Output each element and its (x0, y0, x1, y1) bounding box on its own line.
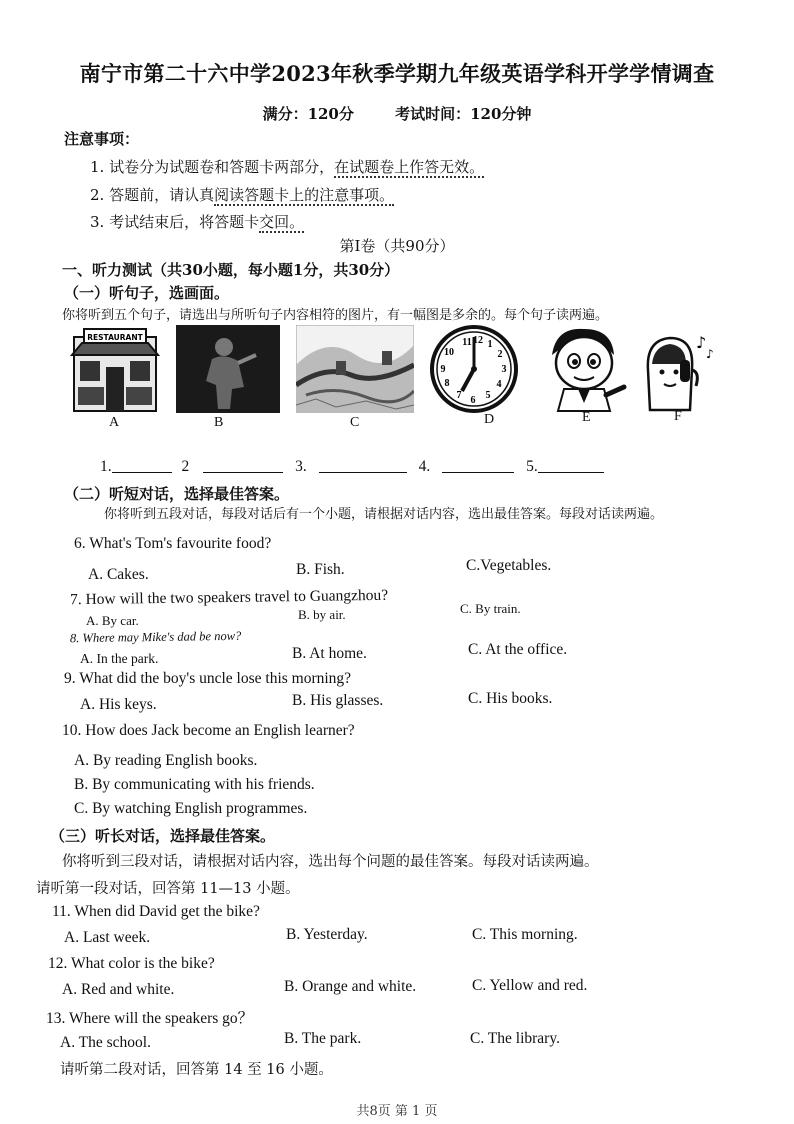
option-11c: C. This morning. (472, 926, 578, 943)
pic-label-a: A (109, 415, 120, 430)
option-6a: A. Cakes. (88, 566, 149, 583)
svg-text:1: 1 (487, 339, 493, 350)
restaurant-sign: RESTAURANT (87, 333, 143, 342)
sec3-instruction: 你将听到三段对话，请根据对话内容，选出每个问题的最佳答案。每段对话读两遍。 (62, 854, 599, 870)
pic-label-c: C (350, 415, 360, 430)
option-7b: B. by air. (298, 607, 346, 622)
svg-text:8: 8 (444, 378, 450, 389)
answer-blank-3[interactable] (319, 458, 407, 473)
option-7a: A. By car. (86, 613, 139, 628)
dialogue1-prompt: 请听第一段对话，回答第 11—13 小题。 (36, 881, 300, 897)
option-10c: C. By watching English programmes. (74, 800, 308, 817)
answer-blank-1[interactable] (112, 458, 172, 473)
option-9a: A. His keys. (80, 696, 157, 713)
pic-label-d: D (484, 412, 495, 427)
answer-blank-2[interactable] (203, 458, 283, 473)
svg-text:3: 3 (501, 364, 507, 375)
page-footer: 共8页 第 1 页 (356, 1104, 438, 1119)
svg-text:2: 2 (497, 349, 503, 360)
svg-text:7: 7 (456, 390, 462, 401)
music-note-icon: ♪ (696, 333, 707, 352)
option-10a: A. By reading English books. (74, 752, 258, 769)
option-12b: B. Orange and white. (284, 978, 417, 995)
sec1-instruction: 你将听到五个句子，请选出与所听句子内容相符的图片，有一幅图是多余的。每个句子读两遍。 (62, 308, 609, 323)
clock-icon (426, 325, 522, 413)
svg-text:12: 12 (473, 335, 483, 346)
pic-label-e: E (582, 410, 591, 425)
option-7c: C. By train. (460, 601, 521, 616)
option-11a: A. Last week. (64, 929, 151, 946)
question-10: 10. How does Jack become an English learner? (62, 722, 355, 739)
exam-meta (0, 103, 794, 124)
option-9c: C. His books. (468, 690, 553, 707)
exam-time: 考试时间：120分钟 (395, 105, 532, 123)
option-8c: C. At the office. (468, 641, 568, 658)
option-13c: C. The library. (470, 1030, 560, 1047)
option-12a: A. Red and white. (62, 981, 175, 998)
boy-icon (538, 325, 630, 413)
restaurant-icon (70, 325, 160, 413)
notes-heading: 注意事项： (64, 130, 140, 148)
option-6b: B. Fish. (296, 561, 345, 578)
question-7: 7. How will the two speakers travel to Guangzhou? (69, 586, 389, 609)
option-6c: C.Vegetables. (466, 557, 552, 574)
great-wall-icon (296, 325, 414, 413)
sec3-heading: （三）听长对话，选择最佳答案。 (50, 827, 276, 845)
question-9: 9. What did the boy's uncle lose this morning? (64, 670, 352, 687)
sec2-instruction: 你将听到五段对话，每段对话后有一个小题，请根据对话内容，选出最佳答案。每段对话读两遍。 (104, 507, 664, 522)
sec1-heading: （一）听句子，选画面。 (64, 284, 230, 302)
option-9b: B. His glasses. (292, 692, 384, 709)
pic-label-b: B (214, 415, 224, 430)
part1-heading: 一、听力测试（共30小题，每小题1分，共30分） (62, 261, 400, 279)
question-12: 12. What color is the bike? (48, 955, 215, 972)
question-6: 6. What's Tom's favourite food? (74, 535, 272, 552)
option-12c: C. Yellow and red. (472, 977, 588, 994)
note-item-2: 2. 答题前，请认真阅读答题卡上的注意事项。 (90, 186, 395, 204)
volume-title: 第Ⅰ卷（共90分） (339, 237, 455, 255)
option-11b: B. Yesterday. (286, 926, 368, 943)
music-girl-icon (640, 330, 720, 414)
svg-text:9: 9 (440, 364, 446, 375)
svg-text:4: 4 (496, 379, 502, 390)
question-11: 11. When did David get the bike? (52, 903, 260, 920)
full-score: 满分：120分 (262, 105, 354, 123)
sec2-heading: （二）听短对话，选择最佳答案。 (64, 485, 290, 503)
svg-text:11: 11 (462, 337, 472, 348)
person-dark-icon (176, 325, 280, 413)
option-13a: A. The school. (60, 1034, 151, 1051)
dialogue2-prompt: 请听第二段对话，回答第 14 至 16 小题。 (60, 1062, 333, 1078)
svg-text:10: 10 (444, 347, 454, 358)
answer-blank-4[interactable] (442, 458, 514, 473)
svg-text:5: 5 (485, 390, 491, 401)
option-10b: B. By communicating with his friends. (74, 776, 315, 793)
svg-text:6: 6 (470, 395, 476, 406)
note-item-1: 1. 试卷分为试题卷和答题卡两部分，在试题卷上作答无效。 (90, 158, 485, 176)
answer-blank-5[interactable] (538, 458, 604, 473)
question-8: 8. Where may Mike's dad be now? (69, 628, 242, 646)
option-8a: A. In the park. (80, 651, 159, 666)
pic-label-f: F (674, 409, 682, 424)
note-item-3: 3. 考试结束后，将答题卡交回。 (90, 213, 305, 231)
option-8b: B. At home. (292, 645, 367, 662)
option-13b: B. The park. (284, 1030, 362, 1047)
answer-blanks-row: 1. 2 3. 4. 5. (100, 458, 604, 476)
question-13: 13. Where will the speakers go？ (46, 1010, 254, 1027)
svg-text:♪: ♪ (706, 347, 714, 361)
page-title: 南宁市第二十六中学2023年秋季学期九年级英语学科开学学情调查 (79, 61, 715, 86)
